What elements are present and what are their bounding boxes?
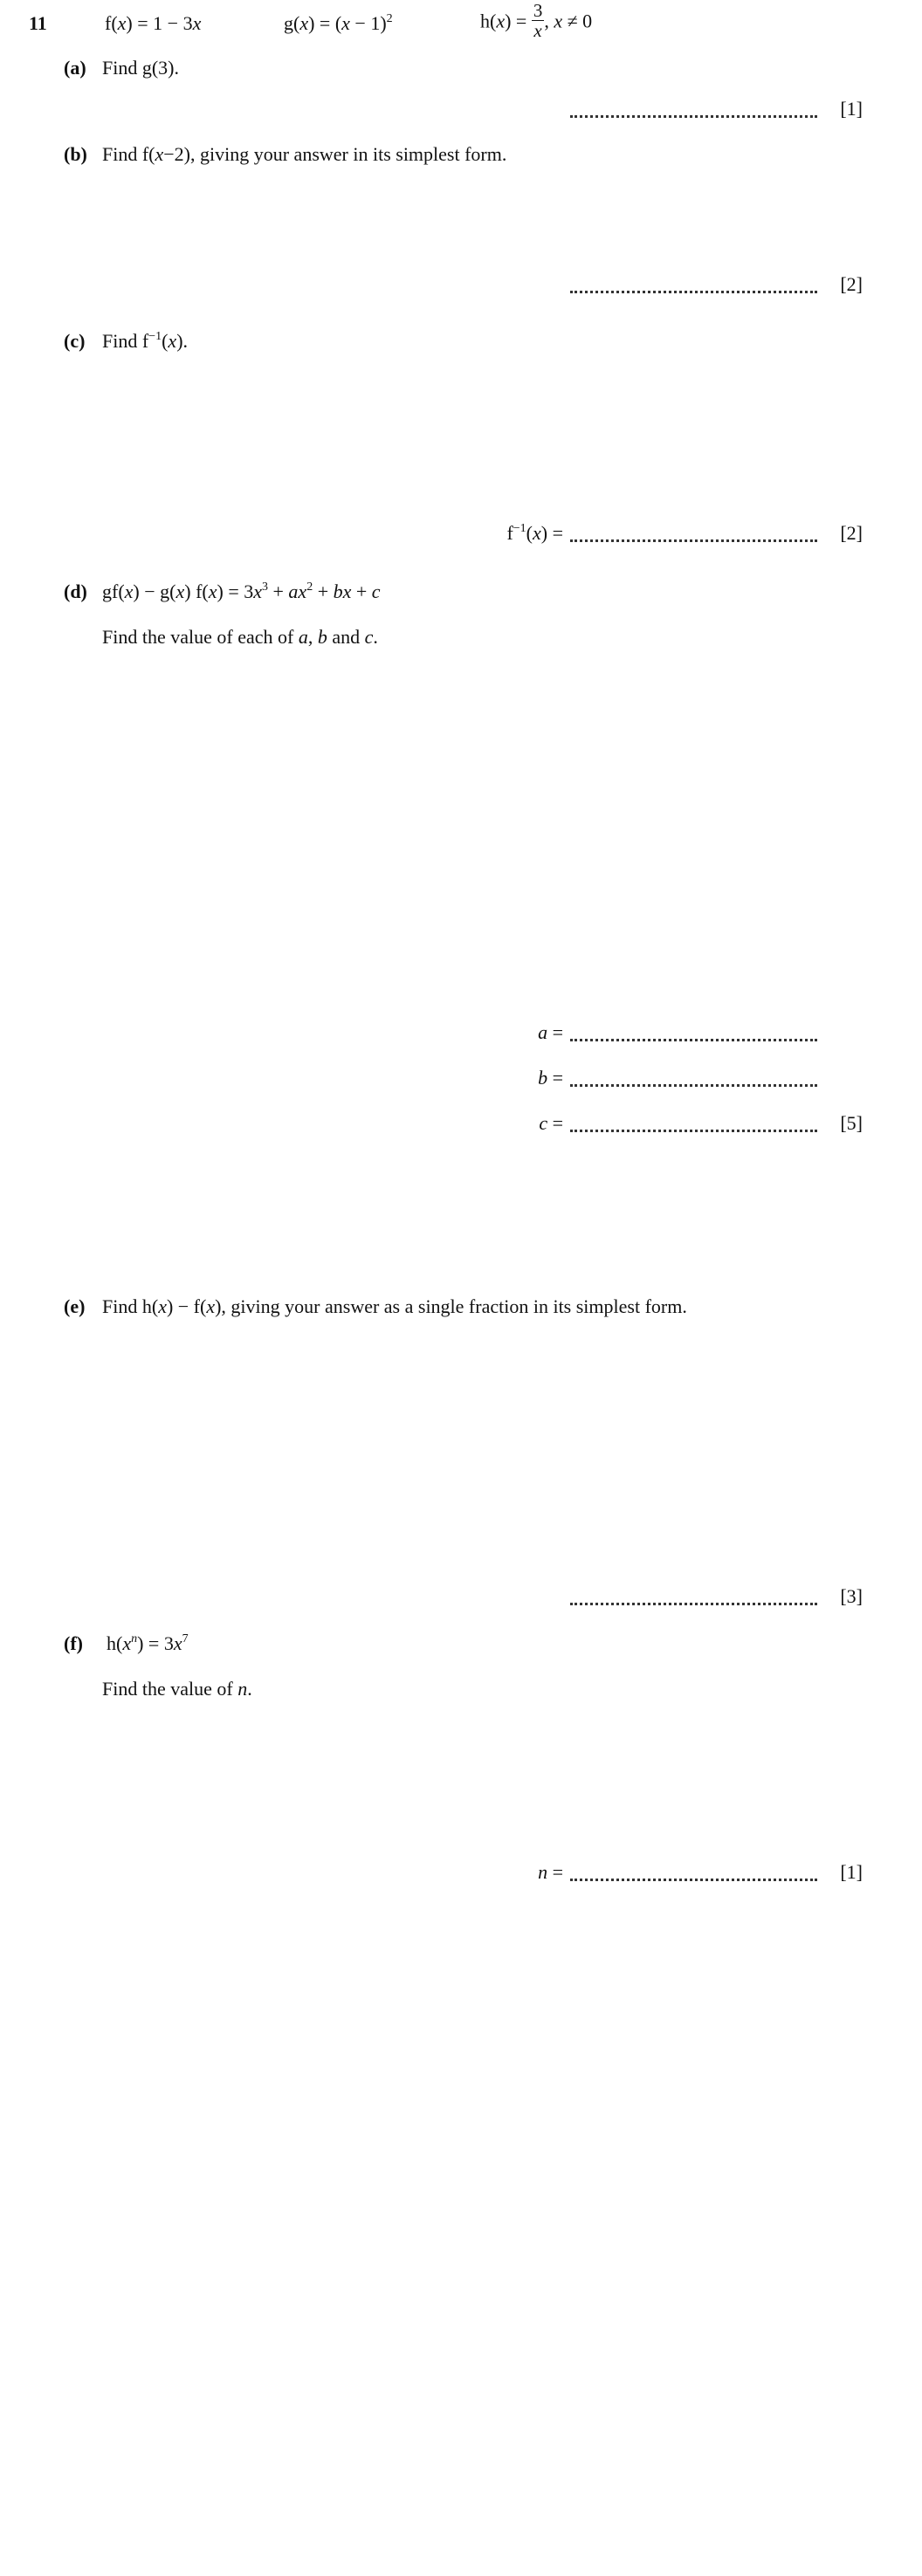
part-f-instruction: Find the value of n.	[102, 1678, 252, 1700]
question-number: 11	[29, 12, 47, 34]
g-rhs-var: x	[341, 12, 350, 34]
part-c-pre: Find f	[102, 330, 149, 352]
part-d-answer-a-row	[538, 1021, 817, 1044]
part-e-label: (e)	[64, 1295, 86, 1317]
part-a-mark: [1]	[840, 98, 863, 120]
part-d-answer-a-label: a =	[538, 1021, 563, 1043]
h-cond-rest: ≠ 0	[562, 10, 593, 32]
f-name: f	[105, 12, 112, 34]
function-h-definition: h(x) = $\frac{3}{x}$ , x ≠ 0	[480, 0, 593, 41]
part-c-answer-row	[506, 522, 863, 545]
part-c-answer-line[interactable]	[570, 522, 817, 542]
part-d-answer-a-line[interactable]	[570, 1021, 817, 1041]
g-rhs-open: (	[334, 12, 342, 34]
part-d-answer-b-row	[538, 1067, 817, 1089]
part-d-answer-c-row	[539, 1112, 863, 1135]
function-g-definition: $g(x) = (x - 1)^2$	[284, 12, 393, 34]
part-f-answer-row	[538, 1861, 863, 1884]
part-c-close: ).	[176, 330, 189, 352]
part-f-equation: $h(x^n) = 3x^7$	[107, 1632, 189, 1654]
part-b-answer-row	[570, 273, 863, 296]
part-c-power: −1	[148, 330, 162, 343]
part-c-arg: x	[168, 330, 177, 352]
part-d-equation: gf(x) − g(x) $f(x) = 3x^3 + ax^2$ + bx + c	[102, 580, 381, 602]
part-a-answer-line[interactable]	[570, 98, 817, 118]
part-b-var: x	[155, 143, 164, 165]
part-e-mark: [3]	[840, 1585, 863, 1607]
g-rhs-tail: − 1)	[349, 12, 387, 34]
part-d-answer-c-line[interactable]	[570, 1112, 817, 1132]
part-b-label: (b)	[64, 143, 87, 165]
part-f-label: (f)	[64, 1632, 83, 1654]
part-d-instruction: Find the value of each of a, b and c.	[102, 626, 378, 648]
part-b-post: −2), giving your answer in its simplest form.	[163, 143, 507, 165]
part-b-answer-line[interactable]	[570, 273, 817, 293]
part-d-answer-b-label: b =	[538, 1067, 563, 1089]
part-c-label: (c)	[64, 330, 86, 352]
part-d-answer-b-line[interactable]	[570, 1067, 817, 1087]
f-arg: x	[117, 12, 127, 34]
part-f-answer-label: n =	[538, 1861, 563, 1883]
h-denominator: x	[533, 20, 542, 41]
part-f-answer-line[interactable]	[570, 1861, 817, 1881]
h-fraction	[532, 1, 545, 40]
part-a-label: (a)	[64, 57, 86, 79]
h-arg: x	[496, 10, 506, 32]
h-name: h	[480, 10, 490, 32]
h-numerator: 3	[533, 0, 543, 21]
part-e-answer-line[interactable]	[570, 1585, 817, 1605]
part-c-mark: [2]	[840, 522, 863, 544]
part-c-text	[102, 330, 188, 353]
function-f-definition: f(x) = 1 − 3x	[105, 12, 202, 34]
g-arg: x	[299, 12, 309, 34]
part-d-answer-c-label: c =	[539, 1112, 563, 1134]
g-name: g	[284, 12, 293, 34]
part-d-label: (d)	[64, 580, 87, 602]
part-e-text: Find h(x) − f(x), giving your answer as a single fraction in its simplest form.	[102, 1295, 687, 1317]
part-d-mark: [5]	[840, 1112, 863, 1134]
part-c-open: (	[162, 330, 169, 352]
part-c-answer-label: $f^{-1}(x)$ =	[506, 522, 563, 544]
part-e-answer-row	[570, 1585, 863, 1608]
part-b-text	[102, 143, 506, 166]
part-a-text: Find g(3).	[102, 57, 179, 79]
part-b-mark: [2]	[840, 273, 863, 295]
part-f-mark: [1]	[840, 1861, 863, 1883]
g-power: 2	[386, 12, 393, 25]
part-a-answer-row	[570, 98, 863, 120]
f-rhs-var: x	[192, 12, 202, 34]
h-cond-var: x	[554, 10, 563, 32]
part-b-pre: Find f(	[102, 143, 155, 165]
f-rhs: 1 − 3	[153, 12, 193, 34]
